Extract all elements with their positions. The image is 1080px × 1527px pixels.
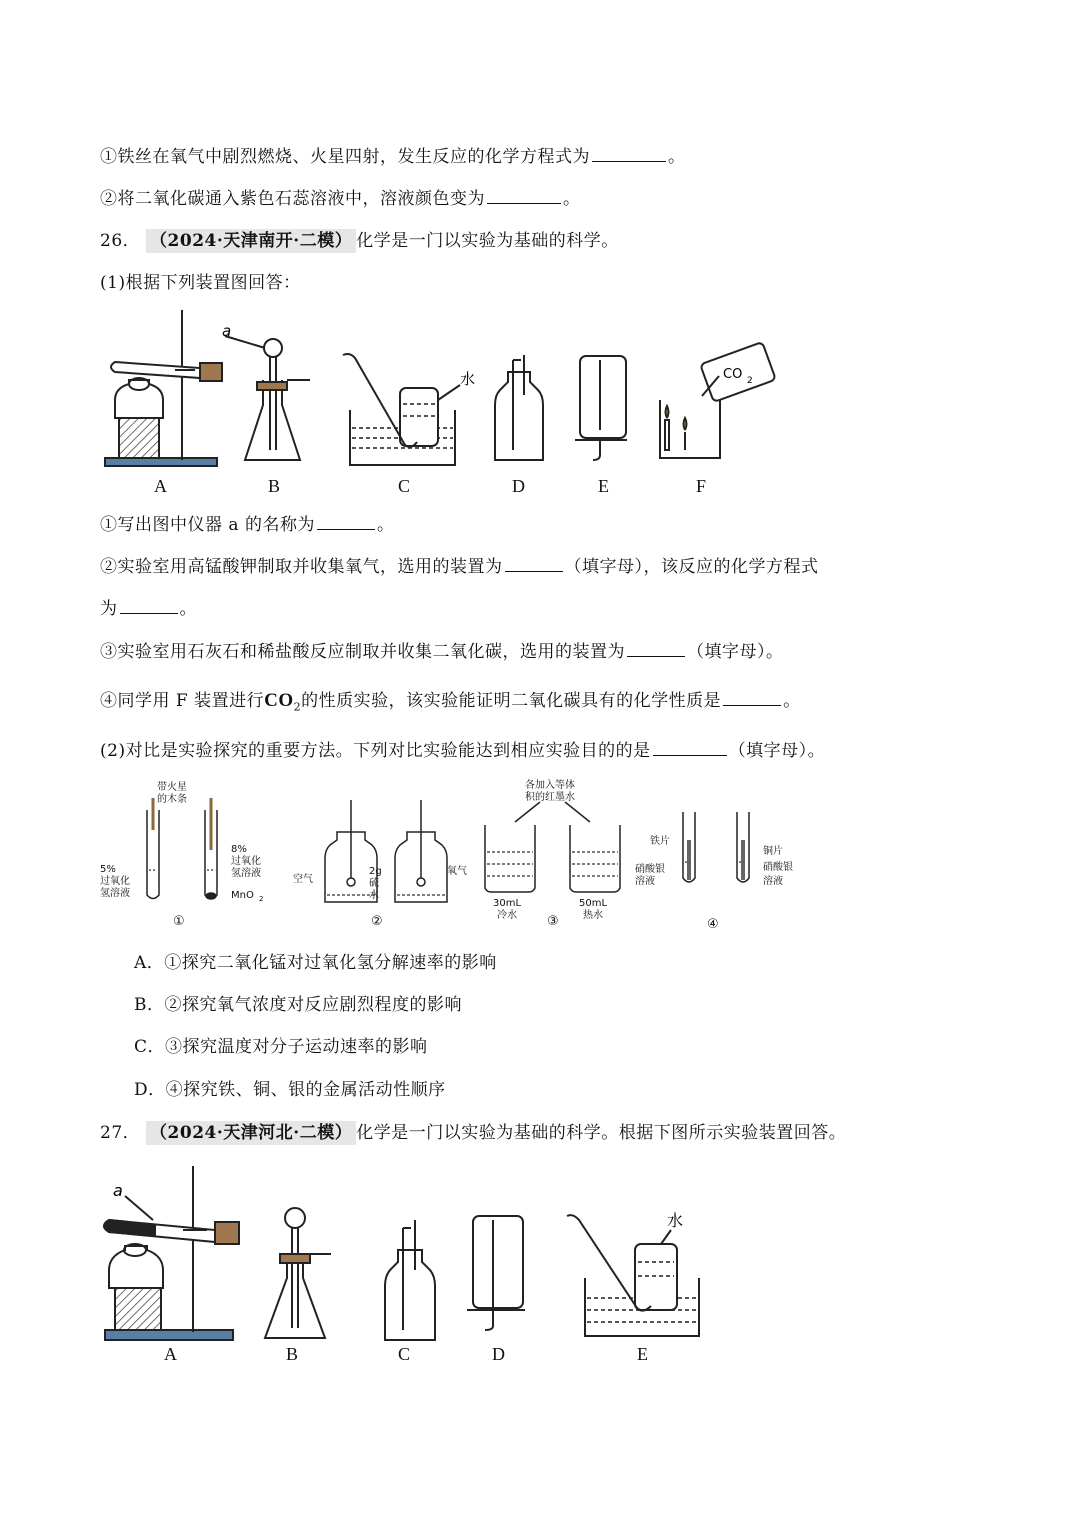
option-text: ①探究二氧化锰对过氧化氢分解速率的影响: [164, 953, 497, 973]
option-text: ②探究氧气浓度对反应剧烈程度的影响: [164, 995, 462, 1015]
q26-subquestion-3: [100, 637, 784, 662]
exp1-label-h2o2-b: 氢溶液: [100, 888, 130, 899]
exp1-label-splint: 带火星: [157, 782, 187, 793]
co2-subscript: 2: [293, 700, 302, 714]
q26-s3-end: （填字母）。: [687, 642, 784, 662]
exp3-label-30ml: 30mL: [493, 898, 522, 909]
answer-blank[interactable]: [592, 145, 666, 162]
exp-number-1: ①: [173, 914, 185, 929]
exp4-label-agno3-a: 硝酸银: [635, 864, 665, 875]
exp3-label-ink-2: 积的红墨水: [525, 792, 575, 803]
answer-blank[interactable]: [505, 555, 563, 572]
q26-subquestion-4: [100, 686, 801, 713]
option-letter: D．: [134, 1080, 166, 1100]
water-label: 水: [460, 370, 476, 388]
apparatus2-label-c: C: [398, 1344, 411, 1364]
exp4-label-copper: 铜片: [763, 846, 783, 857]
punct: 。: [668, 147, 686, 167]
co2-formula: CO: [264, 690, 294, 711]
water-label-2: 水: [667, 1211, 684, 1230]
exp2-label-2g: 2g: [369, 866, 382, 877]
exp2-label-air: 空气: [293, 874, 313, 885]
q26-heading: [100, 226, 619, 251]
apparatus-label-a: A: [154, 476, 167, 496]
source-tag: （2024·天津河北·二模）: [146, 1121, 356, 1145]
exp3-label-ink-1: 各加入等体: [525, 780, 575, 791]
answer-blank[interactable]: [317, 513, 375, 530]
question-number: 27．: [100, 1123, 141, 1143]
co2-label: CO: [723, 367, 743, 382]
punct: 。: [563, 189, 581, 209]
exp3-label-hot-water: 热水: [583, 910, 603, 921]
instrument-a-label: a: [222, 322, 232, 340]
option-letter: C．: [134, 1037, 166, 1057]
apparatus-label-c: C: [398, 476, 411, 496]
punct: 。: [376, 515, 395, 535]
apparatus2-label-a: A: [164, 1344, 177, 1364]
q26-p2-end: （填字母）。: [728, 741, 826, 761]
apparatus2-label-d: D: [492, 1344, 505, 1364]
exp2-label-oxygen: 氧气: [447, 866, 467, 877]
exp4-label-iron: 铁片: [650, 836, 670, 847]
answer-blank[interactable]: [627, 640, 685, 657]
answer-blank[interactable]: [120, 597, 178, 614]
exp-number-2: ②: [371, 914, 383, 929]
apparatus-label-f: F: [696, 476, 707, 496]
exp1-label-8pct: 8%: [231, 844, 247, 855]
apparatus-label-d: D: [512, 476, 525, 496]
option-letter: B．: [134, 995, 165, 1015]
q26-s2-mid: （填字母），该反应的化学方程式: [564, 557, 819, 577]
exp1-label-h2o2-a: 过氧化: [100, 876, 130, 887]
exp2-label-water: 水: [369, 890, 379, 901]
option-text: ④探究铁、铜、银的金属活动性顺序: [165, 1080, 446, 1100]
exp1-label-5pct: 5%: [100, 864, 116, 875]
exp3-label-cold-water: 冷水: [497, 910, 517, 921]
apparatus2-label-b: B: [286, 1344, 299, 1364]
q25-item-1-text: ①铁丝在氧气中剧烈燃烧、火星四射，发生反应的化学方程式为: [100, 147, 590, 167]
q25-item-2-text: ②将二氧化碳通入紫色石蕊溶液中，溶液颜色变为: [100, 189, 485, 209]
option-text: ③探究温度对分子运动速率的影响: [165, 1037, 428, 1057]
exp2-label-sulfur: 硫: [369, 878, 379, 889]
q26-s1-text: ①写出图中仪器 a 的名称为: [100, 515, 315, 535]
q26-part2: [100, 736, 825, 761]
q26-subquestion-1: [100, 510, 394, 535]
comparison-experiments-figure: [95, 770, 815, 940]
exp1-label-splint-2: 的木条: [157, 794, 187, 805]
exp1-label-h2o2-d: 氢溶液: [231, 868, 261, 879]
question-number: 26．: [100, 231, 141, 251]
apparatus-label-e: E: [598, 476, 609, 496]
co2-subscript: 2: [747, 376, 753, 386]
apparatus-figure-2: [95, 1158, 715, 1348]
exp4-label-agno3-b: 溶液: [635, 876, 655, 887]
option-d[interactable]: [134, 1075, 446, 1100]
exp-number-4: ④: [707, 917, 719, 932]
q26-subquestion-2-cont: [100, 594, 197, 619]
q26-s4-mid: 的性质实验，该实验能证明二氧化碳具有的化学性质是: [301, 691, 722, 711]
q25-line-1: [100, 142, 686, 167]
option-b[interactable]: [134, 990, 462, 1015]
punct: 。: [179, 599, 197, 619]
exp1-label-mno2-sub: 2: [259, 895, 264, 903]
q26-s2b-text: 为: [100, 599, 118, 619]
option-c[interactable]: [134, 1032, 428, 1057]
punct: 。: [783, 691, 801, 711]
answer-blank[interactable]: [487, 187, 561, 204]
q26-s3-text: ③实验室用石灰石和稀盐酸反应制取并收集二氧化碳，选用的装置为: [100, 642, 625, 662]
exp4-label-agno3-c: 硝酸银: [763, 862, 793, 873]
option-letter: A．: [134, 953, 165, 973]
answer-blank[interactable]: [653, 739, 727, 756]
instrument-a-label-2: a: [113, 1181, 123, 1200]
answer-blank[interactable]: [723, 689, 781, 706]
stand-base: [105, 458, 217, 466]
apparatus2-label-e: E: [637, 1344, 648, 1364]
option-a[interactable]: [134, 948, 497, 973]
exp1-label-h2o2-c: 过氧化: [231, 856, 261, 867]
question-stem: 化学是一门以实验为基础的科学。根据下图所示实验装置回答。: [356, 1123, 847, 1143]
question-stem: 化学是一门以实验为基础的科学。: [356, 231, 619, 251]
exp3-label-50ml: 50mL: [579, 898, 608, 909]
q26-part1-intro: (1)根据下列装置图回答：: [100, 273, 301, 293]
exp4-label-agno3-d: 溶液: [763, 876, 783, 887]
q26-s4-text: ④同学用 F 装置进行: [100, 691, 265, 711]
q26-p2-text: (2)对比是实验探究的重要方法。下列对比实验能达到相应实验目的的是: [100, 741, 651, 761]
apparatus-figure-1: [95, 300, 795, 500]
q25-line-2: [100, 184, 581, 209]
q26-subquestion-2: [100, 552, 819, 577]
apparatus-label-b: B: [268, 476, 281, 496]
source-tag: （2024·天津南开·二模）: [146, 229, 356, 253]
q26-s2-text: ②实验室用高锰酸钾制取并收集氧气，选用的装置为: [100, 557, 503, 577]
q27-heading: [100, 1118, 846, 1143]
exp-number-3: ③: [547, 914, 559, 929]
exp1-label-mno2: MnO: [231, 890, 254, 901]
